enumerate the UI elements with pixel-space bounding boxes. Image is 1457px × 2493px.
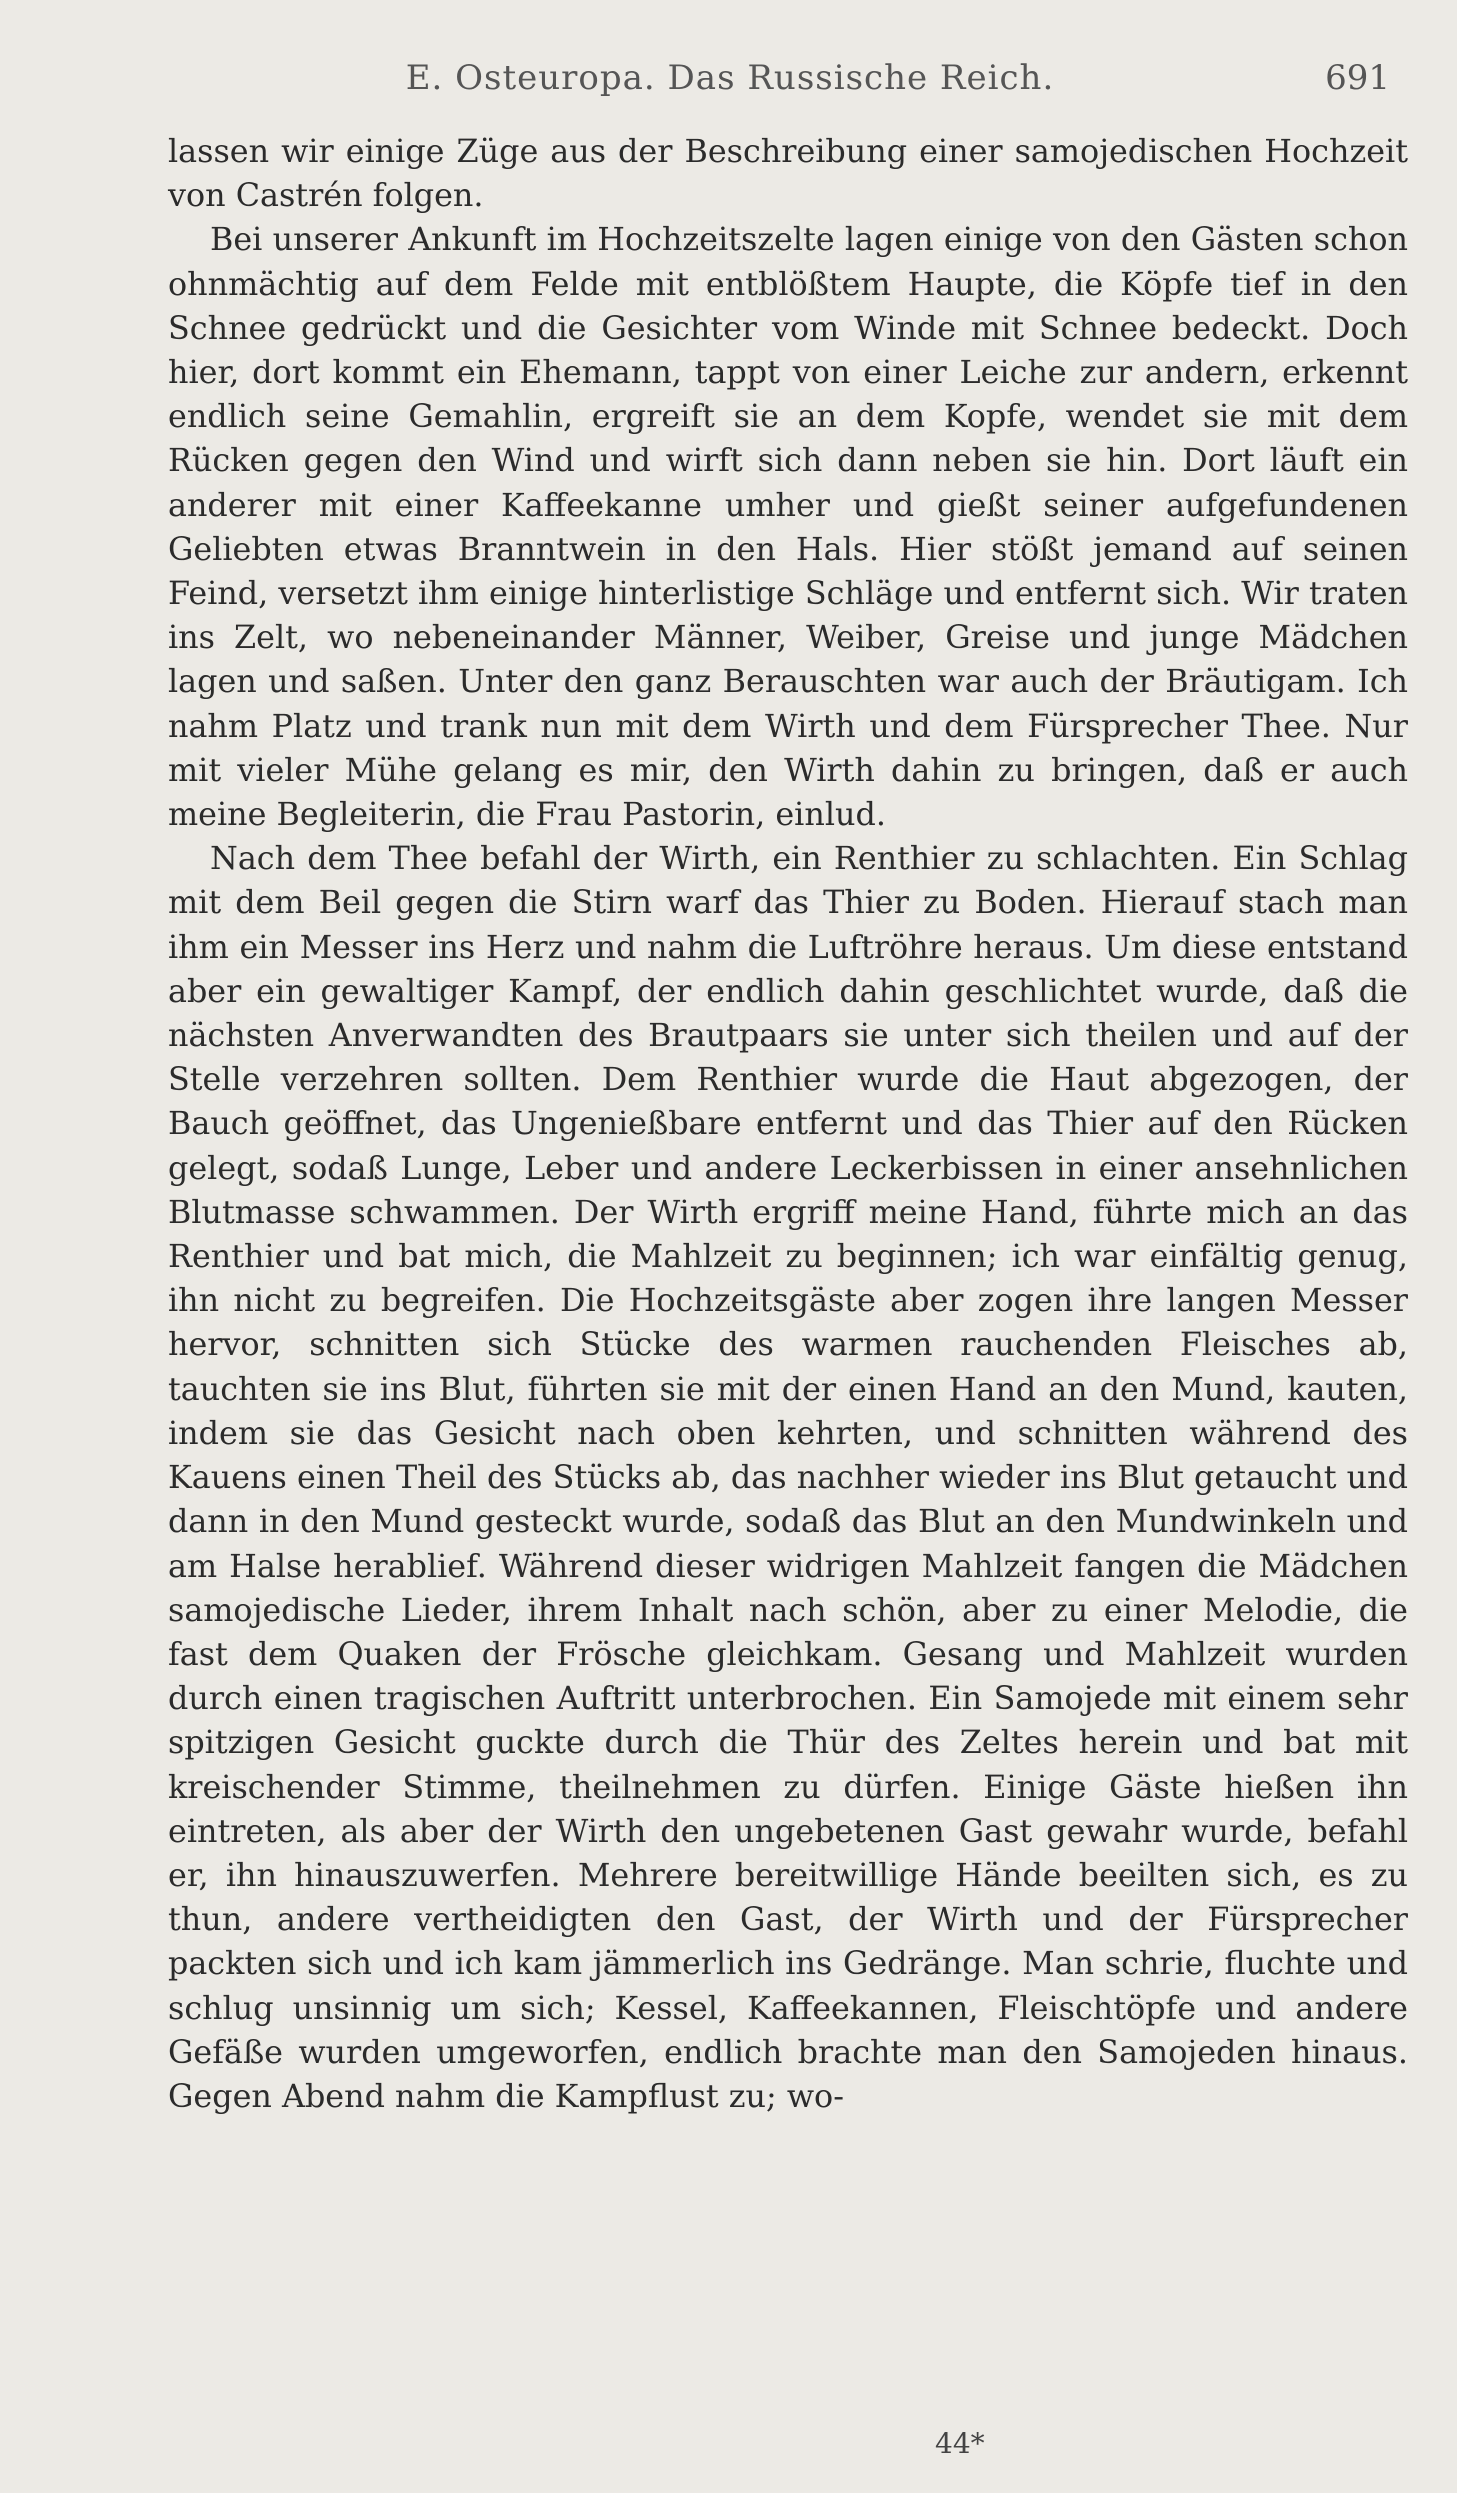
paragraph-continued: lassen wir einige Züge aus der Beschreibung einer samojedischen Hochzeit von Castrén folgen. — [168, 133, 1408, 215]
running-head-title: E. Osteuropa. Das Russische Reich. — [405, 58, 1055, 98]
running-head — [230, 58, 1390, 118]
paragraph-wedding-arrival: Bei unserer Ankunft im Hochzeitszelte lagen einige von den Gästen schon ohnmächtig auf dem Felde mit entblößtem Haupte, die Köpfe tief in den Schnee gedrückt und die Gesichter vom Winde mit Schnee bedeckt. Doch hier, dort kommt ein Ehemann, tappt von einer Leiche zur andern, erkennt endlich seine Gemahlin, ergreift sie an dem Kopfe, wendet sie mit dem Rücken gegen den Wind und wirft sich dann neben sie hin. Dort läuft ein anderer mit einer Kaffeekanne umher und gießt seiner aufgefundenen Geliebten etwas Branntwein in den Hals. Hier stößt jemand auf seinen Feind, versetzt ihm einige hinterlistige Schläge und entfernt sich. Wir traten ins Zelt, wo nebeneinander Männer, Weiber, Greise und junge Mädchen lagen und saßen. Unter den ganz Berauschten war auch der Bräutigam. Ich nahm Platz und trank nun mit dem Wirth und dem Fürsprecher Thee. Nur mit vieler Mühe gelang es mir, den Wirth dahin zu bringen, daß er auch meine Begleiterin, die Frau Pastorin, einlud. — [168, 221, 1408, 834]
signature-mark: 44* — [935, 2427, 985, 2460]
page-number: 691 — [1325, 58, 1390, 98]
paragraph-wedding-feast: Nach dem Thee befahl der Wirth, ein Renthier zu schlachten. Ein Schlag mit dem Beil gegen die Stirn warf das Thier zu Boden. Hierauf stach man ihm ein Messer ins Herz und nahm die Luftröhre heraus. Um diese entstand aber ein gewaltiger Kampf, der endlich dahin geschlichtet wurde, daß die nächsten Anverwandten des Brautpaars sie unter sich theilen und auf der Stelle verzehren sollten. Dem Renthier wurde die Haut abgezogen, der Bauch geöffnet, das Ungenießbare entfernt und das Thier auf den Rücken gelegt, sodaß Lunge, Leber und andere Leckerbissen in einer ansehnlichen Blutmasse schwammen. Der Wirth ergriff meine Hand, führte mich an das Renthier und bat mich, die Mahlzeit zu beginnen; ich war einfältig genug, ihn nicht zu begreifen. Die Hochzeitsgäste aber zogen ihre langen Messer hervor, schnitten sich Stücke des warmen rauchenden Fleisches ab, tauchten sie ins Blut, führten sie mit der einen Hand an den Mund, kauten, indem sie das Gesicht nach oben kehrten, und schnitten während des Kauens einen Theil des Stücks ab, das nachher wieder ins Blut getaucht und dann in den Mund gesteckt wurde, sodaß das Blut an den Mundwinkeln und am Halse herablief. Während dieser widrigen Mahlzeit fangen die Mädchen samojedische Lieder, ihrem Inhalt nach schön, aber zu einer Melodie, die fast dem Quaken der Frösche gleichkam. Gesang und Mahlzeit wurden durch einen tragischen Auftritt unterbrochen. Ein Samojede mit einem sehr spitzigen Gesicht guckte durch die Thür des Zeltes herein und bat mit kreischender Stimme, theilnehmen zu dürfen. Einige Gäste hießen ihn eintreten, als aber der Wirth den ungebetenen Gast gewahr wurde, befahl er, ihn hinauszuwerfen. Mehrere bereitwillige Hände beeilten sich, es zu thun, andere vertheidigten den Gast, der Wirth und der Fürsprecher packten sich und ich kam jämmerlich ins Gedränge. Man schrie, fluchte und schlug unsinnig um sich; Kessel, Kaffeekannen, Fleischtöpfe und andere Gefäße wurden umgeworfen, endlich brachte man den Samojeden hinaus. Gegen Abend nahm die Kampflust zu; wo- — [168, 840, 1408, 2115]
body-text — [168, 130, 1408, 2119]
